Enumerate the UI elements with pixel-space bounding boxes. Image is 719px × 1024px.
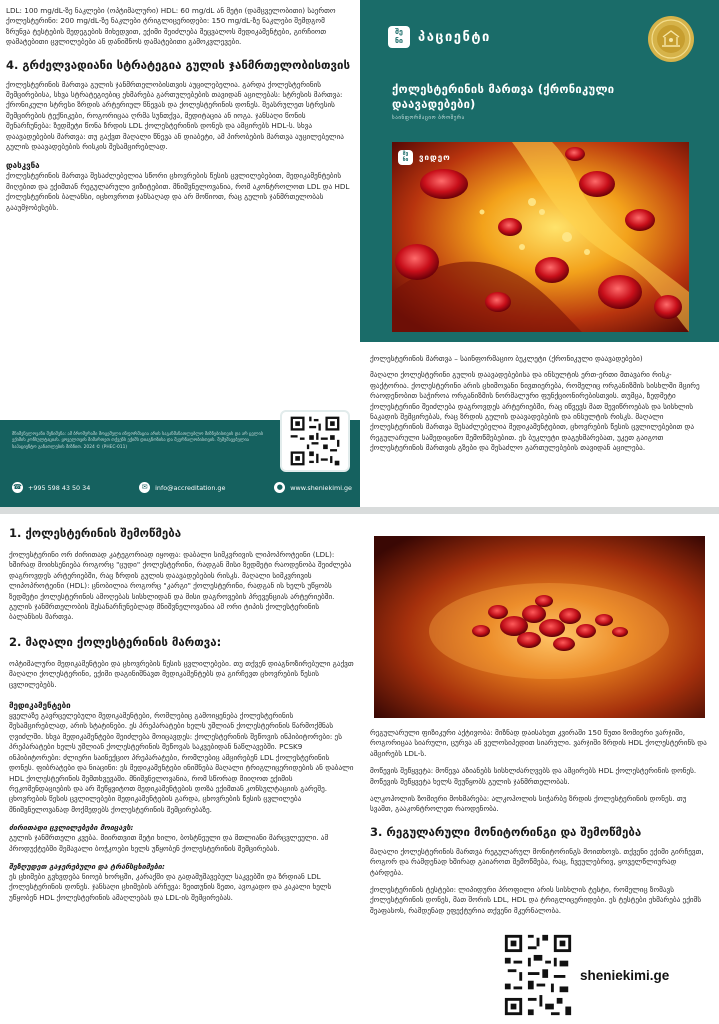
brochure-inner-page	[0, 514, 719, 1024]
promo-qr-code[interactable]	[502, 932, 574, 1018]
location-pin-icon: ●	[274, 482, 285, 493]
section-3-title: 3. რეგულარული მონიტორინგი და შემოწმება	[370, 824, 642, 839]
promo-qr-image	[502, 932, 574, 1018]
alcohol-text: ალკოჰოლის ზომიერი მოხმარება: ალკოჰოლის სიჭარბე ზრდის ქოლესტერინის დონეს. თუ სვამთ, გააკონტროლეთ რაოდენობა.	[370, 794, 687, 814]
fats-title: შეზღუდეთ გაჯერებული და ტრანსცხიმები:	[9, 861, 165, 871]
video-logo-line-2: ნი	[402, 157, 409, 163]
video-label: ვიდეო	[419, 153, 451, 162]
website-promo[interactable]	[498, 928, 719, 1024]
sheniekimi-logo-icon	[388, 26, 410, 48]
email-contact[interactable]	[139, 482, 225, 493]
accreditation-seal-icon	[647, 15, 695, 63]
bottom-left-column	[9, 526, 354, 909]
website-address: www.sheniekimi.ge	[290, 483, 352, 492]
section-2-text: ოპტიმალური მედიკამენტები და ცხოვრების წესის ცვლილებები. თუ თქვენ დიაგნოზირებული გაქვთ მაღალი ქოლესტერინი, ექიმი დაგინიშნავთ მედიკამენტებს და გირჩევთ ცხოვრების წესის ცვლილებებს.	[9, 658, 354, 689]
video-logo-icon	[398, 150, 413, 165]
booklet-lead: ქოლესტერინის მართვა – საინფორმაციო ბუკლეტი (ქრონიკული დაავადებები)	[370, 354, 643, 363]
brochure-title: ქოლესტერინის მართვა (ქრონიკული დაავადებები)	[392, 83, 615, 111]
contact-row	[12, 482, 352, 493]
email-address: info@accreditation.ge	[155, 483, 226, 492]
cover-panel	[360, 0, 719, 342]
footer-band	[0, 420, 360, 507]
phone-icon: ☎	[13, 483, 22, 491]
promo-website[interactable]: sheniekimi.ge	[580, 968, 670, 983]
blood-cells-illustration	[374, 536, 705, 718]
top-left-column	[6, 6, 351, 219]
medications-title: მედიკამენტები	[9, 701, 71, 711]
section-2-title: 2. მაღალი ქოლესტერინის მართვა:	[9, 634, 222, 649]
blood-vessel-illustration	[392, 142, 689, 332]
medications-text: ყველაზე გავრცელებული მედიკამენტები, რომლებიც გამოიყენება ქოლესტერინის შესამცირებლად, არის სტატინები. ეს პრეპარატები ხელს უშლიან ქოლესტერინის წარმოქმნას ღვიძლში. სხვა მედიკამენტები შეიძლება მოიცავდეს: ქოლესტერინის შეწოვის ინჰიბიტორები: ეს პრეპარატები ხელს უშლიან ქოლესტერინის შეწოვას საკვებიდან ნაწლავებში. PCSK9 ინჰიბიტორები: ძლიერი საინექციო პრეპარატები, რომლებიც ამცირებენ LDL ქოლესტერინის დონეს. ფიბრატები და ნიაცინი: ეს მედიკამენტები ინიშნება მაღალი ტრიგლიცერიდების ან დაბალი HDL ქოლესტერინის შემთხვევაში. მნიშვნელოვანია, რომ სწორად მიიღოთ ექიმის რეკომენდაციების და არ შეწყვიტოთ მედიკამენტების დოზა ექიმთან კონსულტაციის გარეშე. ცხოვრების წესის ცვლილებები მედიკამენტების გარდა, ცხოვრების წესის ცვლილება მნიშვნელოვანად მოქმედებს ქოლესტერინის შემცირებაზე.	[9, 711, 354, 814]
email-icon: ✉	[139, 482, 150, 493]
fats-text: ეს ცხიმები გვხვდება ნიოებ ხორცში, კარაქში და გადამუშავებულ საკვებში და ზრდიან LDL ქოლესტერინის დონეს. ჯანსაღი ცხიმების არჩევა: ზეითუნის ზეთი, ავოკადო და კაკალი ხელს უწყობენ HDL ქოლესტერინის ამაღლებას და LDL-ის შემცირებას.	[9, 871, 332, 902]
physical-activity-text: რეგულარული ფიზიკური აქტივობა: მიზნად დაისახეთ კვირაში 150 წუთი ზომიერი ვარჯიში, როგორიცაა სიარული, ცურვა ან ველოსიპედით სიარული. ვარჯიში ზრდის HDL ქოლესტერინს და ამცირებს LDL-ს.	[370, 728, 707, 758]
quit-smoking-text: მოწევის შეწყვეტა: მოწევა აზიანებს სისხლძარღვებს და ამცირებს HDL ქოლესტერინის დონეს. მოწევის შეწყვეტა ხელს შეუწყობს გულის ჯანმრთელობას.	[370, 766, 697, 786]
section-4-title: 4. გრძელვადიანი სტრატეგია გულის ჯანმრთელობისთვის	[6, 57, 351, 72]
cholesterol-tests-text: ქოლესტერინის ტესტები: ლიპიდური პროფილი არის სისხლის ტესტი, რომელიც ზომავს ქოლესტერინის დონეს, მათ შორის LDL, HDL და ტრიგლიცერიდები. ეს ტესტები ეხმარება ექიმს შეაფასოს, რამდენად ეფექტურია თქვენი მკურნალობა.	[370, 885, 702, 915]
website-contact[interactable]	[274, 482, 352, 493]
phone-contact[interactable]	[12, 482, 90, 493]
logo-line-2: ნი	[395, 37, 403, 45]
diet-text: გულის ჯანმრთელი კვება. მიირთვით მეტი ხილი, ბოსტნეული და მთლიანი მარცვლეული. ამ პროდუქტებში შემავალი ბოჭკოები ხელს უწყობენ ქოლესტერინის შემცირებას.	[9, 833, 329, 853]
target-values-text: LDL: 100 mg/dL-ზე ნაკლები (ოპტიმალური) HDL: 60 mg/dL ან მეტი (დამცველობითი) საერთო ქოლესტერინი: 200 mg/dL-ზე ნაკლები ტრიგლიცერიდები: 150 mg/dL-ზე ნაკლები შემდგომ ზრუნვა ტესტების შედეგების მიხედვით, ექიმი შეიძლება შეცვალოს მედიკამენტები, გირჩიოთ დამატებითი ცვლილებები ან დანიშნოს დამატებითი გამოკვლევები.	[6, 6, 336, 47]
section-4-text: ქოლესტერინის მართვა გულის ჯანმრთელობისთვის აუცილებელია. გარდა ქოლესტერინის შემცირებისა, სხვა სტრატეგიებიც ეხმარება გართულებების თავიდან აცილებას: სტრესის მართვა: ქრონიკული სტრესი ზრდის არტერიულ წნევას და ქოლესტერინის დონეს. შეასრულეთ სტრესის შემცირების ტექნიკები, როგორიცაა ღრმა სუნთქვა, მედიტაცია ან იოგა. ჯანსაღი წონის შენარჩუნება: ზედმეტი წონა ზრდის LDL ქოლესტერინის დონეს და ამცირებს HDL-ს. სხვა დაავადებების მართვა: თუ გაქვთ მაღალი წნევა ან დიაბეტი, ამ პირობების მართვა აუცილებელია გულის დაავადებების რისკის შესამცირებლად.	[6, 79, 344, 152]
bottom-right-column	[370, 728, 710, 923]
qr-code[interactable]	[280, 410, 350, 472]
brochure-back-page	[0, 0, 719, 507]
logo-line-1: შე	[395, 28, 403, 36]
top-right-column	[370, 354, 710, 460]
diet-title: ძირითადი ცვლილებები მოიცავს:	[9, 823, 134, 833]
booklet-intro-text: მაღალი ქოლესტერინი გულის დაავადებებისა და ინსულტის ერთ-ერთი მთავარი რისკ-ფაქტორია. ქოლესტერინი არის ცხიმოვანი ნივთიერება, რომელიც ორგანიზმის სისხლში მცირე რაოდენობით საჭიროა ორგანიზმის ნორმალური ფუნქციონირებისთვის. თუმცა, ზედმეტი ქოლესტერინი შეიძლება დაგროვდეს არტერიებში, რაც იწვევს მათ შევიწროებას და სისხლის ნაკადის შემცირებას, რაც ზრდის გულის დაავადებების და ინსულტის რისკს. მაღალი ქოლესტერინის მართვა შესაძლებელია მედიკამენტებით, ცხოვრების წესის ცვლილებებით და რეგულარული სამედიცინო შემოწმებებით. ეს ბუკლეტი დაგეხმარებათ, უკეთ გაიგოთ ქოლესტერინის მართვის გზები და შესაძლო გართულებების თავიდან აცილება.	[370, 370, 700, 453]
conclusion-title: დასკვნა	[6, 161, 40, 171]
section-3-text: მაღალი ქოლესტერინის მართვა რეგულარულ მონიტორინგს მოითხოვს. თქვენი ექიმი გირჩევთ, როგორ და რამდენად ხშირად გაიაროთ შემოწმება, რაც, ჩვეულებრივ, ყოველწლიურად ტარდება.	[370, 846, 704, 877]
brand-name: პაციენტი	[418, 29, 491, 45]
conclusion-text: ქოლესტერინის მართვა შესაძლებელია სწორი ცხოვრების წესის ცვლილებებით, მედიკამენტების მიღებით და ექიმთან რეგულარული ვიზიტებით. მნიშვნელოვანია, რომ აკონტროლოთ LDL და HDL ქოლესტერინის ბალანსი, იცხოვროთ ჯანსაღად და არ მოწიოთ, რაც გულის ჯანმრთელობას გააუმჯობესებს.	[6, 171, 350, 212]
section-1-title: 1. ქოლესტერინის შემოწმება	[9, 526, 182, 540]
brand	[388, 26, 491, 48]
video-logo-line-1: შე	[402, 151, 409, 157]
phone-number: +995 598 43 50 34	[28, 483, 91, 492]
brochure-subtitle: საინფორმაციო ბროშურა	[392, 115, 465, 121]
video-tag[interactable]	[398, 150, 451, 165]
disclaimer-notes: მნიშვნელოვანი შენიშვნა: ამ ბროშურაში მოცემული ინფორმაცია არის საგანმანათლებლო მიზნებისთვის და არ ცვლის ექიმის კონსულტაციას. ყოველთვის მიმართეთ თქვენს ექიმს დიაგნოზისა და მკურნალობისთვის. შემუშავებულია საპაციენტო განათლების მიზნით. 2024 © (PHEC-011)	[12, 432, 264, 450]
section-1-text: ქოლესტერინი ორ ძირითად კატეგორიად იყოფა: დაბალი სიმკვრივის ლიპოპროტეინი (LDL): ხშირად მოიხსენიება როგორც "ცუდი" ქოლესტერინი, რადგან მისი ზედმეტი რაოდენობა შეიძლება დაგროვდეს არტერიებში, რაც ზრდის გულის დაავადებების რისკს. მაღალი სიმკვრივის ლიპოპროტეინი (HDL): ცნობილია როგორც "კარგი" ქოლესტერინი, რადგან ის ხელს უწყობს ზედმეტი ქოლესტერინის ამოღებას სისხლიდან და მისი დაგროვების პრევენციას არტერიებში. გულის ჯანმრთელობის შესანარჩუნებლად მნიშვნელოვანია ამ ორი ტიპის ქოლესტერინის ბალანსის მართვა.	[9, 550, 352, 622]
qr-code-image	[282, 412, 348, 470]
